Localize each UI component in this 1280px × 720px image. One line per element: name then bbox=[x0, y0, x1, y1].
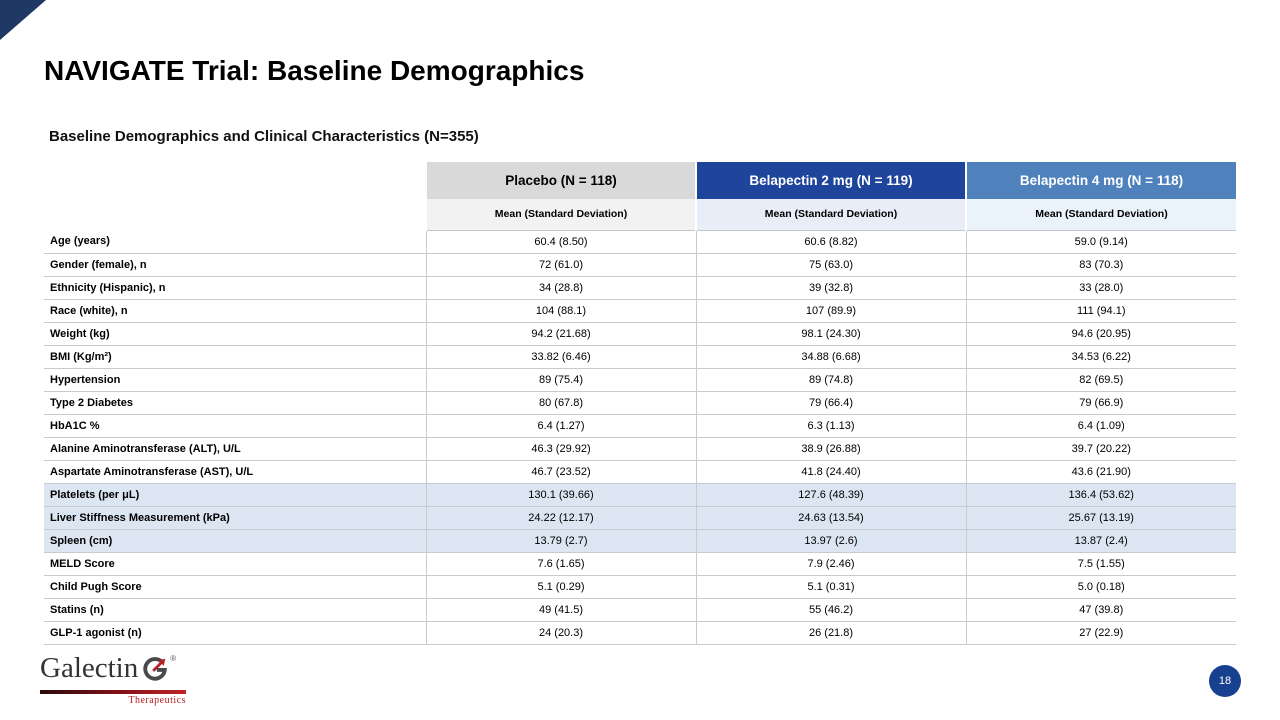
cell-value: 83 (70.3) bbox=[966, 253, 1236, 276]
subheader-belapectin-2mg: Mean (Standard Deviation) bbox=[696, 199, 966, 230]
cell-value: 34 (28.8) bbox=[426, 276, 696, 299]
header-belapectin-4mg: Belapectin 4 mg (N = 118) bbox=[966, 162, 1236, 199]
cell-value: 60.4 (8.50) bbox=[426, 230, 696, 253]
demographics-table bbox=[44, 162, 1236, 645]
table-caption: Baseline Demographics and Clinical Characteristics (N=355) bbox=[49, 128, 479, 145]
cell-value: 13.79 (2.7) bbox=[426, 529, 696, 552]
table-row bbox=[44, 276, 1236, 299]
cell-value: 46.7 (23.52) bbox=[426, 460, 696, 483]
row-label: Gender (female), n bbox=[44, 253, 426, 276]
row-label: Aspartate Aminotransferase (AST), U/L bbox=[44, 460, 426, 483]
table-row bbox=[44, 621, 1236, 644]
row-label: Statins (n) bbox=[44, 598, 426, 621]
table-row bbox=[44, 230, 1236, 253]
table-row bbox=[44, 460, 1236, 483]
table-row bbox=[44, 345, 1236, 368]
cell-value: 59.0 (9.14) bbox=[966, 230, 1236, 253]
header-placebo: Placebo (N = 118) bbox=[426, 162, 696, 199]
cell-value: 6.4 (1.09) bbox=[966, 414, 1236, 437]
cell-value: 80 (67.8) bbox=[426, 391, 696, 414]
table-row bbox=[44, 253, 1236, 276]
cell-value: 104 (88.1) bbox=[426, 299, 696, 322]
row-label: Weight (kg) bbox=[44, 322, 426, 345]
row-label: Spleen (cm) bbox=[44, 529, 426, 552]
cell-value: 7.6 (1.65) bbox=[426, 552, 696, 575]
table-row bbox=[44, 368, 1236, 391]
cell-value: 127.6 (48.39) bbox=[696, 483, 966, 506]
cell-value: 7.5 (1.55) bbox=[966, 552, 1236, 575]
table-row bbox=[44, 575, 1236, 598]
galectin-g-arrow-icon bbox=[141, 655, 169, 688]
cell-value: 5.1 (0.31) bbox=[696, 575, 966, 598]
galectin-logo bbox=[40, 654, 210, 706]
cell-value: 47 (39.8) bbox=[966, 598, 1236, 621]
cell-value: 60.6 (8.82) bbox=[696, 230, 966, 253]
cell-value: 75 (63.0) bbox=[696, 253, 966, 276]
cell-value: 33 (28.0) bbox=[966, 276, 1236, 299]
cell-value: 89 (74.8) bbox=[696, 368, 966, 391]
table-row bbox=[44, 506, 1236, 529]
cell-value: 98.1 (24.30) bbox=[696, 322, 966, 345]
cell-value: 6.4 (1.27) bbox=[426, 414, 696, 437]
page-number-badge: 18 bbox=[1209, 665, 1241, 697]
row-label: Ethnicity (Hispanic), n bbox=[44, 276, 426, 299]
corner-accent bbox=[0, 0, 46, 40]
cell-value: 13.97 (2.6) bbox=[696, 529, 966, 552]
cell-value: 34.53 (6.22) bbox=[966, 345, 1236, 368]
header-belapectin-2mg: Belapectin 2 mg (N = 119) bbox=[696, 162, 966, 199]
cell-value: 79 (66.4) bbox=[696, 391, 966, 414]
row-label: HbA1C % bbox=[44, 414, 426, 437]
cell-value: 6.3 (1.13) bbox=[696, 414, 966, 437]
cell-value: 107 (89.9) bbox=[696, 299, 966, 322]
cell-value: 38.9 (26.88) bbox=[696, 437, 966, 460]
cell-value: 25.67 (13.19) bbox=[966, 506, 1236, 529]
row-label: Race (white), n bbox=[44, 299, 426, 322]
table-row bbox=[44, 391, 1236, 414]
logo-wordmark: Galectin bbox=[40, 652, 139, 684]
row-label: Child Pugh Score bbox=[44, 575, 426, 598]
row-label: MELD Score bbox=[44, 552, 426, 575]
cell-value: 82 (69.5) bbox=[966, 368, 1236, 391]
table-row bbox=[44, 483, 1236, 506]
subheader-placebo: Mean (Standard Deviation) bbox=[426, 199, 696, 230]
row-label: Platelets (per μL) bbox=[44, 483, 426, 506]
cell-value: 7.9 (2.46) bbox=[696, 552, 966, 575]
logo-underline-bar bbox=[40, 690, 186, 694]
cell-value: 34.88 (6.68) bbox=[696, 345, 966, 368]
row-label: Hypertension bbox=[44, 368, 426, 391]
cell-value: 39 (32.8) bbox=[696, 276, 966, 299]
table-head bbox=[44, 162, 1236, 230]
cell-value: 26 (21.8) bbox=[696, 621, 966, 644]
cell-value: 5.0 (0.18) bbox=[966, 575, 1236, 598]
table-row bbox=[44, 322, 1236, 345]
cell-value: 46.3 (29.92) bbox=[426, 437, 696, 460]
logo-top-row bbox=[40, 654, 210, 688]
row-label: Liver Stiffness Measurement (kPa) bbox=[44, 506, 426, 529]
cell-value: 43.6 (21.90) bbox=[966, 460, 1236, 483]
cell-value: 89 (75.4) bbox=[426, 368, 696, 391]
cell-value: 13.87 (2.4) bbox=[966, 529, 1236, 552]
cell-value: 94.2 (21.68) bbox=[426, 322, 696, 345]
table-row bbox=[44, 414, 1236, 437]
cell-value: 33.82 (6.46) bbox=[426, 345, 696, 368]
row-label: Age (years) bbox=[44, 230, 426, 253]
cell-value: 24.22 (12.17) bbox=[426, 506, 696, 529]
row-label: BMI (Kg/m²) bbox=[44, 345, 426, 368]
cell-value: 136.4 (53.62) bbox=[966, 483, 1236, 506]
cell-value: 41.8 (24.40) bbox=[696, 460, 966, 483]
row-label: Alanine Aminotransferase (ALT), U/L bbox=[44, 437, 426, 460]
table-row bbox=[44, 552, 1236, 575]
table-subheader-row bbox=[44, 199, 1236, 230]
registered-mark: ® bbox=[170, 654, 177, 663]
table-row bbox=[44, 529, 1236, 552]
cell-value: 5.1 (0.29) bbox=[426, 575, 696, 598]
cell-value: 94.6 (20.95) bbox=[966, 322, 1236, 345]
table-row bbox=[44, 598, 1236, 621]
table-header-row bbox=[44, 162, 1236, 199]
cell-value: 55 (46.2) bbox=[696, 598, 966, 621]
cell-value: 27 (22.9) bbox=[966, 621, 1236, 644]
table-row bbox=[44, 437, 1236, 460]
cell-value: 130.1 (39.66) bbox=[426, 483, 696, 506]
table-body bbox=[44, 230, 1236, 644]
cell-value: 24.63 (13.54) bbox=[696, 506, 966, 529]
cell-value: 72 (61.0) bbox=[426, 253, 696, 276]
table-row bbox=[44, 299, 1236, 322]
cell-value: 49 (41.5) bbox=[426, 598, 696, 621]
cell-value: 24 (20.3) bbox=[426, 621, 696, 644]
logo-subtext: Therapeutics bbox=[128, 695, 186, 706]
row-label: GLP-1 agonist (n) bbox=[44, 621, 426, 644]
cell-value: 39.7 (20.22) bbox=[966, 437, 1236, 460]
cell-value: 79 (66.9) bbox=[966, 391, 1236, 414]
row-label: Type 2 Diabetes bbox=[44, 391, 426, 414]
subheader-belapectin-4mg: Mean (Standard Deviation) bbox=[966, 199, 1236, 230]
subheader-blank-cell bbox=[44, 199, 426, 230]
cell-value: 111 (94.1) bbox=[966, 299, 1236, 322]
header-blank-cell bbox=[44, 162, 426, 199]
page-title: NAVIGATE Trial: Baseline Demographics bbox=[44, 55, 585, 86]
